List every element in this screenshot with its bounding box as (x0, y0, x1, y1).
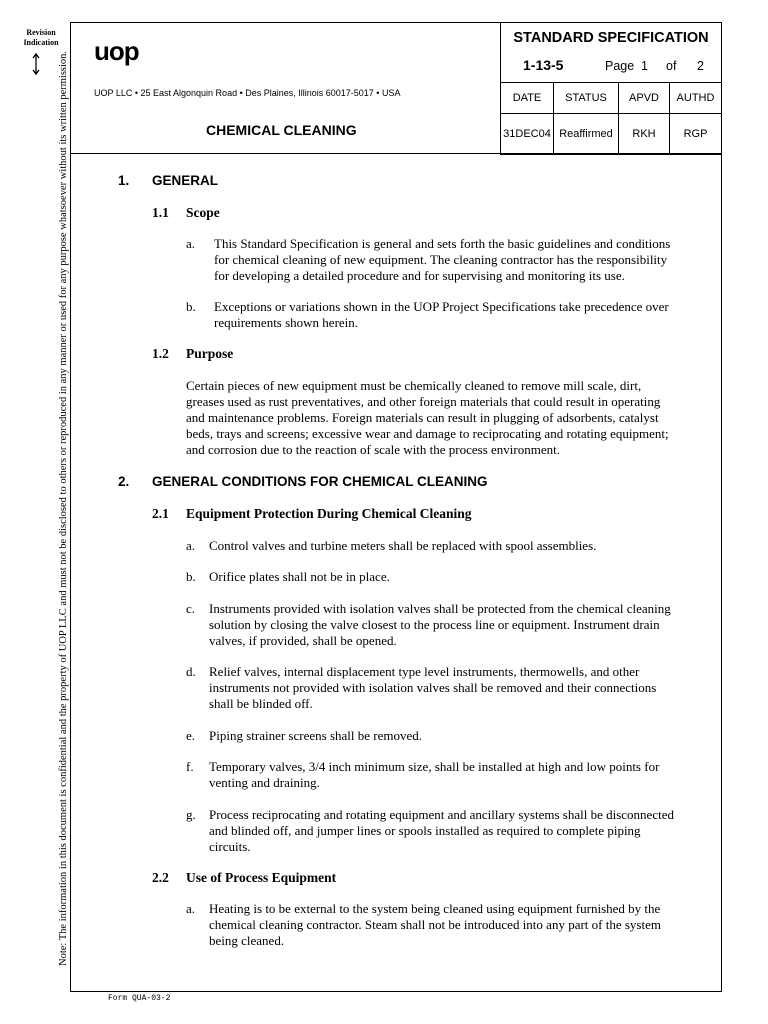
text-line: greases used as rust preventatives, and other foreign materials that could result in operating (186, 394, 661, 409)
subsection-title: Use of Process Equipment (186, 870, 337, 885)
item-letter: b. (186, 569, 196, 584)
item-letter: f. (186, 759, 194, 774)
text-line: being cleaned. (209, 933, 285, 948)
text-line: beds, trays and screens; excessive wear and damage to reciprocating and rotating equipment; (186, 426, 669, 441)
page-label: Page (605, 59, 635, 73)
text-line: circuits. (209, 839, 251, 854)
subsection-number: 2.1 (152, 506, 169, 521)
subsection-number: 1.1 (152, 205, 169, 220)
text-line: Relief valves, internal displacement type level instruments, thermowells, and other (209, 664, 640, 679)
text-line: chemical cleaning contractor. Steam shall not be introduced into any part of the system (209, 917, 661, 932)
text-line: valves, if provided, shall be opened. (209, 633, 397, 648)
text-line: requirements shown herein. (214, 315, 359, 330)
subsection-title: Scope (186, 205, 220, 220)
date-value: 31DEC04 (501, 114, 554, 155)
authd-header: AUTHD (670, 83, 722, 114)
section-title: GENERAL (152, 173, 219, 188)
company-address: UOP LLC • 25 East Algonquin Road • Des Plaines, Illinois 60017-5017 • USA (94, 88, 401, 98)
status-header: STATUS (554, 83, 619, 114)
section-title: GENERAL CONDITIONS FOR CHEMICAL CLEANING (152, 474, 488, 489)
subsection-number: 1.2 (152, 346, 169, 361)
subsection-title: Equipment Protection During Chemical Cleaning (186, 506, 472, 521)
item-letter: b. (186, 299, 196, 314)
text-line: Temporary valves, 3/4 inch minimum size, shall be installed at high and low points for (209, 759, 660, 774)
text-line: Process reciprocating and rotating equipment and ancillary systems shall be disconnected (209, 807, 674, 822)
section-number: 1. (118, 173, 130, 188)
text-line: Heating is to be external to the system being cleaned using equipment furnished by the (209, 901, 661, 916)
document-header (70, 22, 721, 154)
of-label: of (666, 59, 677, 73)
double-arrow-icon (28, 52, 44, 76)
subsection-number: 2.2 (152, 870, 169, 885)
subsection-title: Purpose (186, 346, 234, 361)
item-letter: a. (186, 538, 196, 553)
text-line: venting and draining. (209, 775, 320, 790)
date-header: DATE (501, 83, 554, 114)
text-line: Control valves and turbine meters shall be replaced with spool assemblies. (209, 538, 597, 553)
item-letter: a. (186, 901, 196, 916)
text-line: for developing a detailed procedure and for supervising and monitoring its use. (214, 268, 625, 283)
status-table (500, 82, 722, 155)
text-line: Piping strainer screens shall be removed. (209, 728, 422, 743)
item-letter: a. (186, 236, 196, 251)
confidentiality-note: Note: The information in this document is confidential and the property of UOP LLC and must not be disclosed to others or reproduced in any manner or used for any purpose whatsoever without its written permission. (58, 50, 69, 966)
section-number: 2. (118, 474, 130, 489)
text-line: Instruments provided with isolation valves shall be protected from the chemical cleaning (209, 601, 671, 616)
authd-value: RGP (670, 114, 722, 155)
text-line: instruments not provided with isolation valves shall be removed and their connections (209, 680, 657, 695)
text-line: shall be blinded off. (209, 696, 313, 711)
revision-indication-label: Revision Indication (23, 28, 59, 47)
item-letter: e. (186, 728, 196, 743)
item-letter: c. (186, 601, 196, 616)
page-total: 2 (697, 59, 704, 73)
purpose-paragraph (186, 378, 720, 458)
text-line: for chemical cleaning of new equipment. The cleaning contractor has the responsibility (214, 252, 668, 267)
status-value: Reaffirmed (554, 114, 619, 155)
text-line: This Standard Specification is general and sets forth the basic guidelines and conditions (214, 236, 671, 251)
apvd-value: RKH (619, 114, 670, 155)
header-left (70, 22, 500, 154)
spec-title: STANDARD SPECIFICATION (513, 30, 709, 46)
text-line: Orifice plates shall not be in place. (209, 569, 390, 584)
text-line: and maintenance problems. Foreign materials can result in plugging of adsorbents, catalyst (186, 410, 659, 425)
form-number: Form QUA-03-2 (108, 994, 171, 1003)
text-line: solution by closing the valve closest to the process line or equipment. Instrument drain (209, 617, 660, 632)
document-title: CHEMICAL CLEANING (206, 122, 357, 138)
text-line: and corrosion due to the reaction of scale with the process environment. (186, 442, 560, 457)
text-line: Certain pieces of new equipment must be chemically cleaned to remove mill scale, dirt, (186, 378, 642, 393)
apvd-header: APVD (619, 83, 670, 114)
text-line: Exceptions or variations shown in the UOP Project Specifications take precedence over (214, 299, 669, 314)
item-letter: g. (186, 807, 196, 822)
text-line: and blinded off, and jumper lines or spools installed as required to complete piping (209, 823, 641, 838)
header-right (500, 22, 721, 154)
item-letter: d. (186, 664, 196, 679)
page-number: 1 (641, 59, 648, 73)
spec-number: 1-13-5 (523, 57, 564, 73)
uop-logo: uop (94, 36, 139, 66)
